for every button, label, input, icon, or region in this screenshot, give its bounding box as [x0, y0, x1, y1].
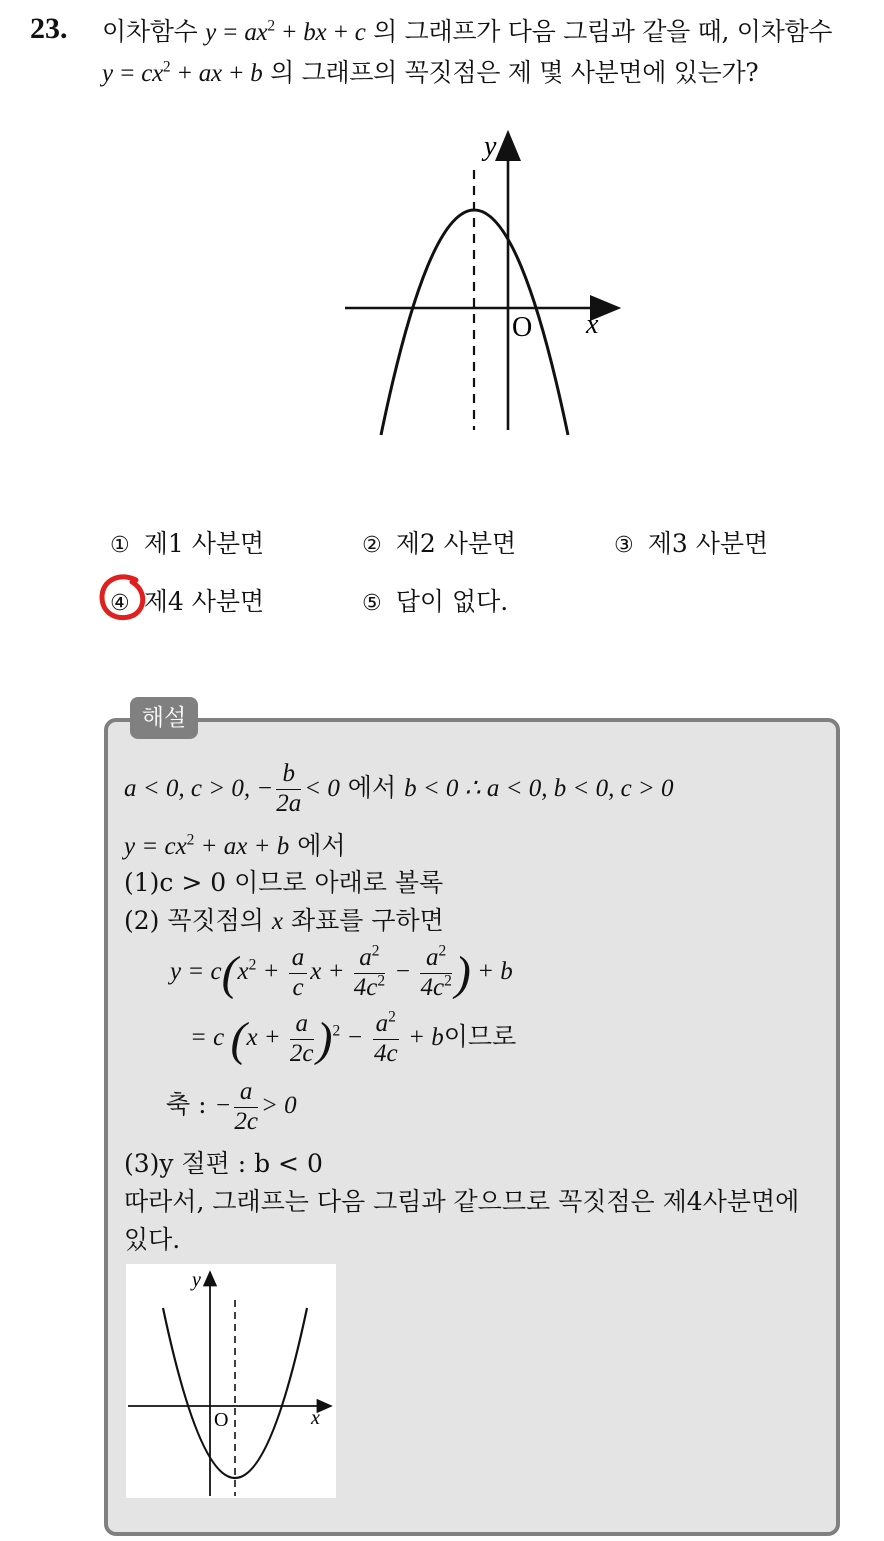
- origin-label: O: [214, 1409, 229, 1431]
- question-line-2: [102, 53, 758, 89]
- question-graph: [330, 125, 630, 445]
- solution-line-5: (3)y 절편 : b < 0: [124, 1149, 323, 1178]
- solution-line-1: a < 0, c > 0, − $\frac{b}{2a}$ < 0 에서 b < 0 ∴ a < 0, b < 0, c > 0: [124, 760, 674, 817]
- solution-line-6: 따라서, 그래프는 다음 그림과 같으므로 꼭짓점은 제4사분면에: [124, 1187, 800, 1216]
- question-text: 이차함수: [102, 17, 198, 46]
- choice-5[interactable]: ⑤ 답이 없다.: [362, 587, 509, 616]
- question-line-1: [102, 12, 832, 48]
- selected-answer-mark: [96, 570, 152, 626]
- question-text: 의 그래프의 꼭짓점은 제 몇 사분면에 있는가?: [270, 58, 759, 87]
- question-equation-1: $y = ax^2$ + bx + c: [205, 17, 366, 46]
- x-axis-label: x: [311, 1407, 320, 1429]
- solution-equation: $y = cx^2$ + ax + b: [124, 831, 290, 860]
- y-axis-label: y: [484, 131, 497, 162]
- solution-graph: [126, 1264, 336, 1498]
- question-number: 23.: [30, 12, 68, 45]
- completing-square-step-2: = c (x + $\frac{a}{2c}$ )$^2$ − $\frac{a^2}{4c}$ + b이므로: [190, 1008, 517, 1067]
- choice-4[interactable]: ④ 제4 사분면: [110, 587, 265, 616]
- solution-line-4: (2) 꼭짓점의 x 좌표를 구하면: [124, 906, 444, 935]
- choice-1[interactable]: ① 제1 사분면: [110, 529, 265, 558]
- fraction-b-over-2a: $\frac{b}{2a}$: [276, 760, 302, 817]
- x-axis-label: x: [586, 309, 599, 340]
- completing-square-step-1: $y = c(x^2$ + $\frac{a}{c}$ x + $\frac{a^2}{4c^2}$ − $\frac{a^2}{4c^2}$ ) + b: [170, 942, 513, 1001]
- question-text: 의 그래프가 다음 그림과 같을 때, 이차함수: [373, 17, 833, 46]
- origin-label: O: [512, 312, 533, 343]
- solution-tag: 해설: [130, 697, 198, 739]
- solution-line-7: 있다.: [124, 1225, 181, 1254]
- solution-line-2: $y = cx^2$ + ax + b 에서: [124, 831, 346, 860]
- axis-of-symmetry-line: 축 : − $\frac{a}{2c}$ > 0: [166, 1078, 297, 1135]
- choice-3[interactable]: ③ 제3 사분면: [614, 529, 769, 558]
- question-equation-2: $y = cx^2$ + ax + b: [102, 58, 263, 87]
- choice-2[interactable]: ② 제2 사분면: [362, 529, 517, 558]
- solution-line-3: (1)c > 0 이므로 아래로 볼록: [124, 868, 444, 897]
- y-axis-label: y: [192, 1269, 201, 1291]
